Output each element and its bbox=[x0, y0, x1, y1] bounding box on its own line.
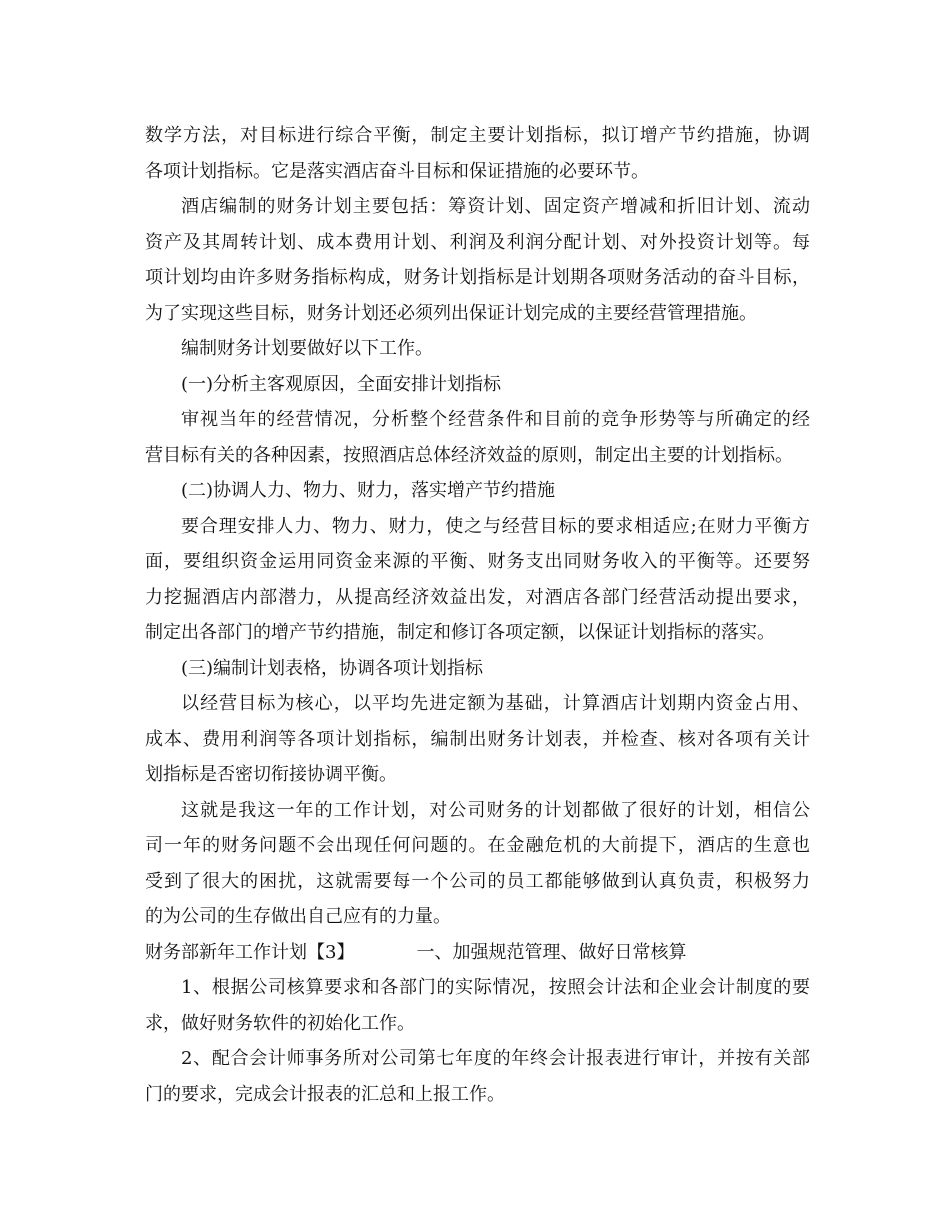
paragraph bbox=[145, 793, 810, 935]
paragraph-group-before bbox=[145, 118, 810, 935]
text-line: 要合理安排人力、物力、财力，使之与经营目标的要求相适应;在财力平衡方 bbox=[181, 515, 810, 537]
text-line: 1、根据公司核算要求和各部门的实际情况，按照会计法和企业会计制度的要 bbox=[181, 977, 810, 998]
section-heading-subtitle: 一、加强规范管理、做好日常核算 bbox=[416, 941, 687, 963]
paragraph bbox=[145, 651, 810, 687]
paragraph bbox=[145, 402, 810, 473]
text-line: 面，要组织资金运用同资金来源的平衡、财务支出同财务收入的平衡等。还要努 bbox=[145, 551, 810, 572]
text-line: 资产及其周转计划、成本费用计划、利润及利润分配计划、对外投资计划等。每 bbox=[145, 231, 810, 253]
paragraph bbox=[145, 473, 810, 509]
text-line: (一)分析主客观原因，全面安排计划指标 bbox=[181, 373, 502, 395]
text-line: 成本、费用利润等各项计划指标，编制出财务计划表，并检查、核对各项有关计 bbox=[145, 728, 810, 750]
paragraph bbox=[145, 118, 810, 189]
text-line: 以经营目标为核心，以平均先进定额为基础，计算酒店计划期内资金占用、 bbox=[181, 693, 810, 714]
text-line: 门的要求，完成会计报表的汇总和上报工作。 bbox=[145, 1083, 505, 1105]
paragraph bbox=[145, 686, 810, 793]
text-line: 项计划均由许多财务指标构成，财务计划指标是计划期各项财务活动的奋斗目标， bbox=[145, 267, 810, 288]
text-line: 2、配合会计师事务所对公司第七年度的年终会计报表进行审计，并按有关部 bbox=[181, 1048, 810, 1069]
text-line: 划指标是否密切衔接协调平衡。 bbox=[145, 764, 397, 785]
paragraph bbox=[145, 970, 810, 1041]
document-body bbox=[145, 118, 810, 1112]
text-line: 为了实现这些目标，财务计划还必须列出保证计划完成的主要经营管理措施。 bbox=[145, 302, 757, 324]
section-heading-title: 财务部新年工作计划【3】 bbox=[145, 941, 355, 963]
text-line: (二)协调人力、物力、财力，落实增产节约措施 bbox=[181, 480, 556, 501]
paragraph bbox=[145, 189, 810, 331]
text-line: 司一年的财务问题不会出现任何问题的。在金融危机的大前提下，酒店的生意也 bbox=[145, 835, 810, 856]
paragraph-group-after bbox=[145, 970, 810, 1112]
text-line: 酒店编制的财务计划主要包括：筹资计划、固定资产增减和折旧计划、流动 bbox=[181, 196, 810, 217]
paragraph bbox=[145, 509, 810, 651]
text-line: 的为公司的生存做出自己应有的力量。 bbox=[145, 906, 451, 927]
text-line: 求，做好财务软件的初始化工作。 bbox=[145, 1012, 415, 1034]
text-line: 审视当年的经营情况，分析整个经营条件和目前的竞争形势等与所确定的经 bbox=[181, 409, 810, 430]
paragraph bbox=[145, 331, 810, 367]
text-line: 力挖掘酒店内部潜力，从提高经济效益出发，对酒店各部门经营活动提出要求， bbox=[145, 586, 810, 608]
text-line: (三)编制计划表格，协调各项计划指标 bbox=[181, 657, 484, 679]
paragraph bbox=[145, 1041, 810, 1112]
text-line: 营目标有关的各种因素，按照酒店总体经济效益的原则，制定出主要的计划指标。 bbox=[145, 444, 793, 466]
paragraph bbox=[145, 367, 810, 403]
section-heading-row bbox=[145, 935, 810, 971]
text-line: 编制财务计划要做好以下工作。 bbox=[181, 338, 433, 359]
text-line: 数学方法，对目标进行综合平衡，制定主要计划指标，拟订增产节约措施，协调 bbox=[145, 125, 810, 146]
text-line: 各项计划指标。它是落实酒店奋斗目标和保证措施的必要环节。 bbox=[145, 160, 649, 182]
text-line: 受到了很大的困扰，这就需要每一个公司的员工都能够做到认真负责，积极努力 bbox=[145, 870, 810, 892]
text-line: 这就是我这一年的工作计划，对公司财务的计划都做了很好的计划，相信公 bbox=[181, 799, 810, 821]
text-line: 制定出各部门的增产节约措施，制定和修订各项定额，以保证计划指标的落实。 bbox=[145, 622, 775, 643]
